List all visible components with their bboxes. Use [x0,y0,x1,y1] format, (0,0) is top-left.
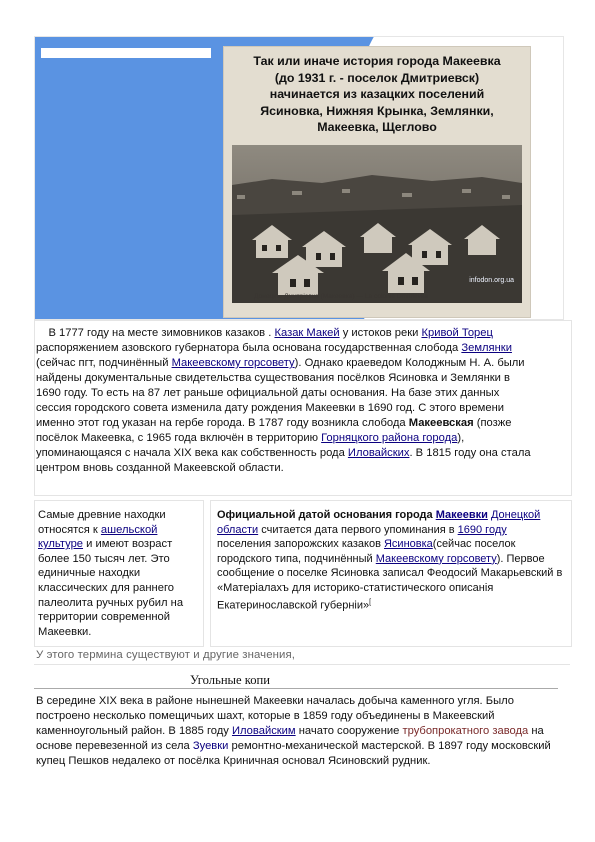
slide-title-bar [41,48,211,58]
footnote-ref[interactable]: [ [369,598,372,606]
bold-makeevskaya: Макеевская [408,417,474,429]
text: считается дата первого упоминания в [258,523,458,536]
coal-mines-paragraph [36,694,556,769]
text: у истоков реки [339,327,422,339]
link-kryvyi-torets[interactable]: Кривой Торец [421,327,493,339]
founding-date-text [217,508,563,613]
bold-official-date: Официальной датой основания города [217,509,436,521]
heading-rule [34,688,558,689]
caption-line: Так или иначе история города Макеевка [253,54,501,68]
text: ремонтно-механической мастерской. В 1897 году московский купец Пешков недалеко от посёлка Криничная основал Ясиновский рудник. [36,740,551,767]
text: начато сооружение [295,725,403,737]
photo-caption [224,53,530,136]
text: на основе перевезенной из села [36,725,544,752]
link-gorniatskyi-raion[interactable]: Горняцкого района города [321,432,458,444]
text: В 1777 году на месте зимовников казаков . [48,327,275,339]
text: поселения запорожских казаков [217,538,384,551]
photo-signature: Донецкъ. Дмитріевка (Макеевка) — La colonie Dmitrievka [254,293,428,300]
historic-photo [223,46,531,318]
caption-line: Ясиновка, Нижняя Крынка, Землянки, [260,103,494,118]
caption-line: Макеевка, Щеглово [317,120,437,134]
text: Самые древние находки относятся к [38,509,166,536]
history-paragraph [36,326,536,476]
history-slide [34,36,564,320]
link-tube-rolling-plant[interactable]: трубопрокатного завода [402,725,529,737]
ancient-finds-text [38,508,198,639]
other-meanings-note: У этого термина существуют и другие значения, [36,649,296,661]
caption-line: начинается из казацких поселений [269,87,485,101]
text: ), упоминающаяся с начала XIX века как собственность рода [36,432,465,459]
link-zemlianki[interactable]: Землянки [461,342,512,354]
link-makeevka[interactable]: Макеевки [435,509,488,521]
link-yasinovka[interactable]: Ясиновка [383,538,433,551]
link-makeevka-gorsovet[interactable]: Макеевскому горсовету [171,357,295,369]
link-donetsk-oblast[interactable]: Донецкой области [217,509,541,536]
photo-watermark: infodon.org.ua [469,277,514,284]
text: (сейчас пгт, подчинённый [36,357,172,369]
text: распоряжением азовского губернатора была основана государственная слобода [36,342,462,354]
link-kazak-makei[interactable]: Казак Макей [274,327,340,339]
link-zuevka[interactable]: Зуевки [192,740,229,752]
text: (позже посёлок Макеевка, с 1965 года включён в территорию [36,417,512,444]
text: В середине XIX века в районе нынешней Макеевки началась добыча каменного угля. Было построено несколько помещичьих шахт, которые в 1859 году объединены в Макеевский каменноугольный район. В 1885 году [36,695,515,737]
link-makeevka-gorsovet-2[interactable]: Макеевскому горсовету [375,552,497,565]
text: (сейчас поселок городского типа, подчинённый [217,538,516,565]
link-ilovaiskii[interactable]: Иловайским [231,725,296,737]
link-ilovaiskie[interactable]: Иловайских [347,447,410,459]
link-1690[interactable]: 1690 году [457,523,507,536]
section-heading: Угольные копи [190,673,271,687]
link-acheulean-culture[interactable]: ашельской культуре [38,523,158,551]
text: и имеют возраст более 150 тысяч лет. Это единичные находки классических для раннего палеолита ручных рубил на территории современной Макеевки. [38,538,184,638]
text: . В 1815 году она стала центром вновь созданной Макеевской области. [36,447,531,474]
caption-line: (до 1931 г. - поселок Дмитриевск) [274,70,480,85]
text: ). Однако краеведом Колоджным Н. А. были найдены документальные свидетельства существования посёлков Ясиновка и Землянки в 1690 году. То есть на 87 лет раньше официальной даты основания. На базе этих данных сессия городского совета изменила дату рождения Макеевки в 1690 год. С этого времени именно этот год указан на гербе города. В 1787 году возникла слобода [36,357,525,429]
text: ). Первое сообщение о поселке Ясиновка записал Феодосий Макарьевский в «Матеріалахъ для историко-статистического описанія Екатеринославской губерніи» [217,552,563,612]
divider [34,664,570,665]
